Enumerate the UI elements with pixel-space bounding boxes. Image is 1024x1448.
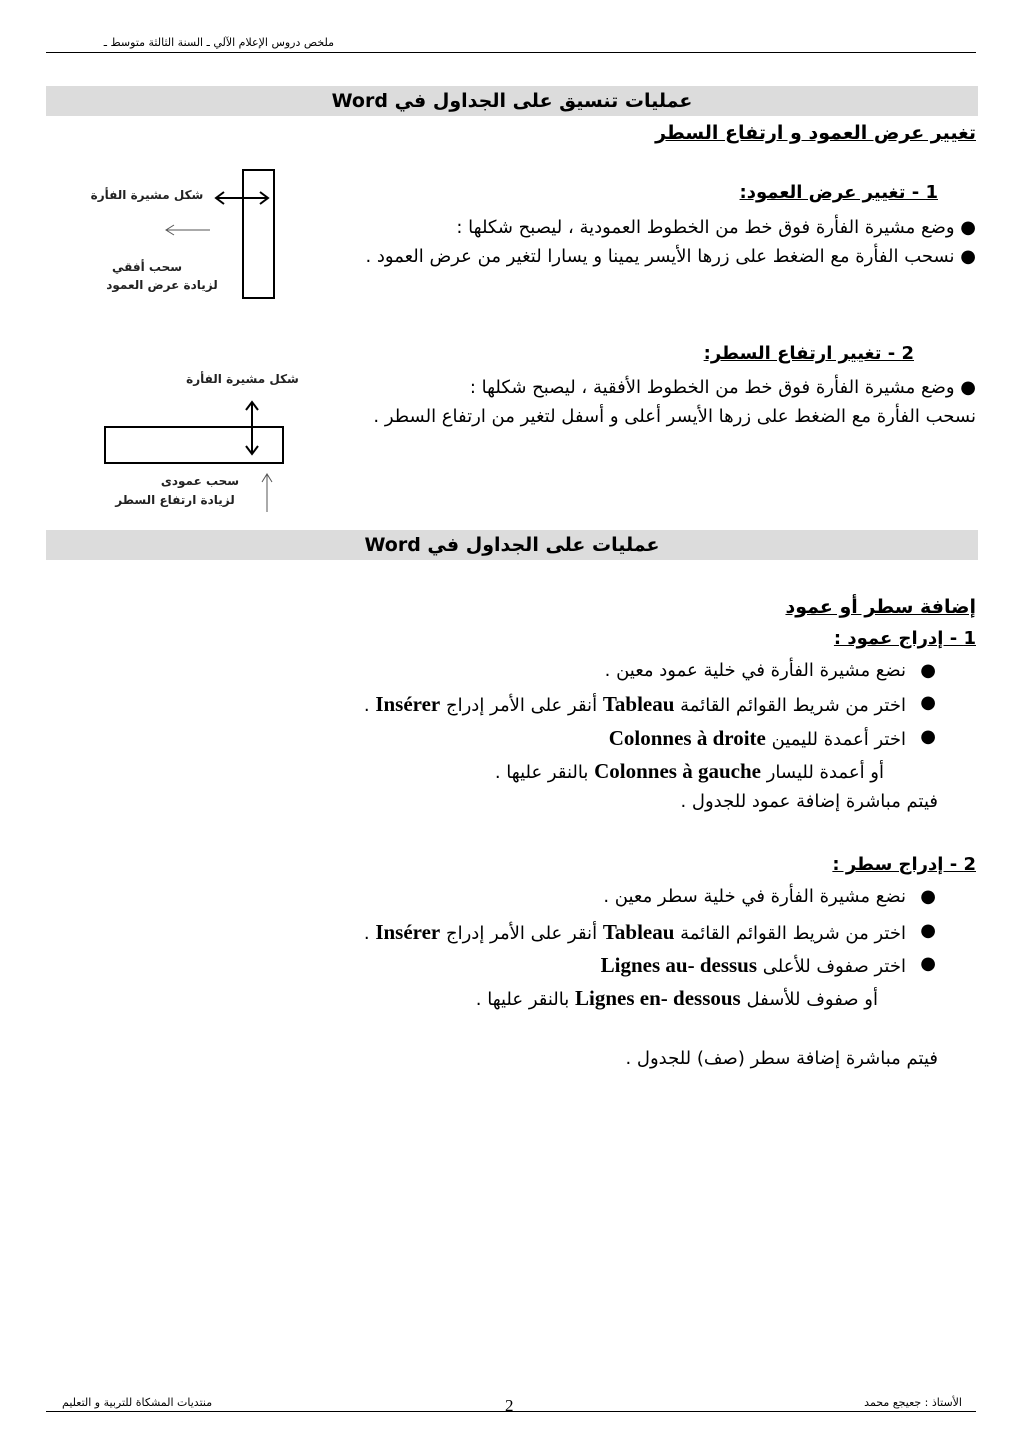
insert-column-result: فيتم مباشرة إضافة عمود للجدول . bbox=[680, 791, 938, 812]
heading-insert-column: 1 - إدراج عمود : bbox=[833, 628, 976, 649]
option-lignes-en-dessous: Lignes en- dessous bbox=[575, 986, 741, 1010]
fig1-pointer-caption: شكل مشيرة الفأرة bbox=[90, 188, 204, 202]
column-width-text bbox=[336, 213, 976, 271]
insert-column-step-1: ● نضع مشيرة الفأرة في خلية عمود معين . bbox=[604, 660, 936, 681]
insert-column-step-2: ● اختر من شريط القوائم القائمة Tableau أنقر على الأمر إدراج Insérer . bbox=[363, 692, 936, 716]
bullet-icon: ● bbox=[920, 726, 936, 747]
row-height-step-1: ● وضع مشيرة الفأرة فوق خط من الخطوط الأفقية ، ليصبح شكلها : bbox=[469, 377, 976, 398]
option-colonnes-gauche: Colonnes à gauche bbox=[594, 759, 761, 783]
insert-column-step-3: ● اختر أعمدة لليمين Colonnes à droite bbox=[608, 726, 936, 750]
fig2-pointer-caption: شكل مشيرة الفأرة bbox=[186, 372, 299, 386]
insert-row-result: فيتم مباشرة إضافة سطر (صف) للجدول . bbox=[625, 1048, 938, 1069]
column-rectangle bbox=[243, 170, 274, 298]
heading-row-height: 2 - تغيير ارتفاع السطر: bbox=[703, 343, 914, 364]
column-width-step-2: ● نسحب الفأرة مع الضغط على زرها الأيسر يمينا و يسارا لتغير من عرض العمود . bbox=[365, 246, 976, 267]
footer-teacher: الأستاذ : جعيجع محمد bbox=[864, 1396, 962, 1409]
menu-name-tableau: Tableau bbox=[602, 920, 675, 944]
section-band-formatting: عمليات تنسيق على الجداول في Word bbox=[46, 86, 978, 116]
insert-row-step-3: ● اختر صفوف للأعلى Lignes au- dessus bbox=[600, 953, 936, 977]
header-rule bbox=[46, 52, 976, 53]
bullet-icon: ● bbox=[920, 692, 936, 713]
section-title-insert: إضافة سطر أو عمود bbox=[785, 596, 976, 618]
column-width-step-1: ● وضع مشيرة الفأرة فوق خط من الخطوط العمودية ، ليصبح شكلها : bbox=[456, 217, 976, 238]
bullet-icon: ● bbox=[920, 920, 936, 941]
bullet-icon: ● bbox=[920, 660, 936, 681]
page-number: 2 bbox=[505, 1396, 514, 1415]
running-header: ملخص دروس الإعلام الآلي ـ السنة الثالثة متوسط ـ bbox=[103, 36, 334, 49]
insert-row-step-3-alt: أو صفوف للأسفل Lignes en- dessous بالنقر عليها . bbox=[475, 986, 878, 1010]
fig1-drag-caption-1: سحب أفقي bbox=[111, 260, 183, 274]
option-lignes-au-dessus: Lignes au- dessus bbox=[600, 953, 758, 977]
row-height-text bbox=[346, 373, 976, 431]
footer-forum: منتديات المشكاة للتربية و التعليم bbox=[62, 1396, 213, 1409]
fig1-drag-caption-2: لزيادة عرض العمود bbox=[106, 278, 218, 292]
heading-column-width: 1 - تغيير عرض العمود: bbox=[739, 182, 938, 203]
bullet-icon: ● bbox=[920, 886, 936, 907]
command-inserer: Insérer bbox=[375, 692, 441, 716]
fig2-drag-caption-2: لزيادة ارتفاع السطر bbox=[115, 493, 235, 507]
insert-row-step-2: ● اختر من شريط القوائم القائمة Tableau أنقر على الأمر إدراج Insérer . bbox=[363, 920, 936, 944]
row-height-step-2: نسحب الفأرة مع الضغط على زرها الأيسر أعلى و أسفل لتغير من ارتفاع السطر . bbox=[373, 406, 976, 427]
section-title-resize: تغيير عرض العمود و ارتفاع السطر bbox=[655, 122, 976, 144]
insert-column-step-3-alt: أو أعمدة لليسار Colonnes à gauche بالنقر عليها . bbox=[494, 759, 884, 783]
fig2-drag-caption-1: سحب عمودى bbox=[160, 474, 240, 488]
menu-name-tableau: Tableau bbox=[602, 692, 675, 716]
section-band-operations: عمليات على الجداول في Word bbox=[46, 530, 978, 560]
command-inserer: Insérer bbox=[375, 920, 441, 944]
heading-insert-row: 2 - إدراج سطر : bbox=[832, 854, 976, 875]
insert-row-step-1: ● نضع مشيرة الفأرة في خلية سطر معين . bbox=[603, 886, 936, 907]
option-colonnes-droite: Colonnes à droite bbox=[608, 726, 766, 750]
row-rectangle bbox=[105, 427, 283, 463]
bullet-icon: ● bbox=[920, 953, 936, 974]
